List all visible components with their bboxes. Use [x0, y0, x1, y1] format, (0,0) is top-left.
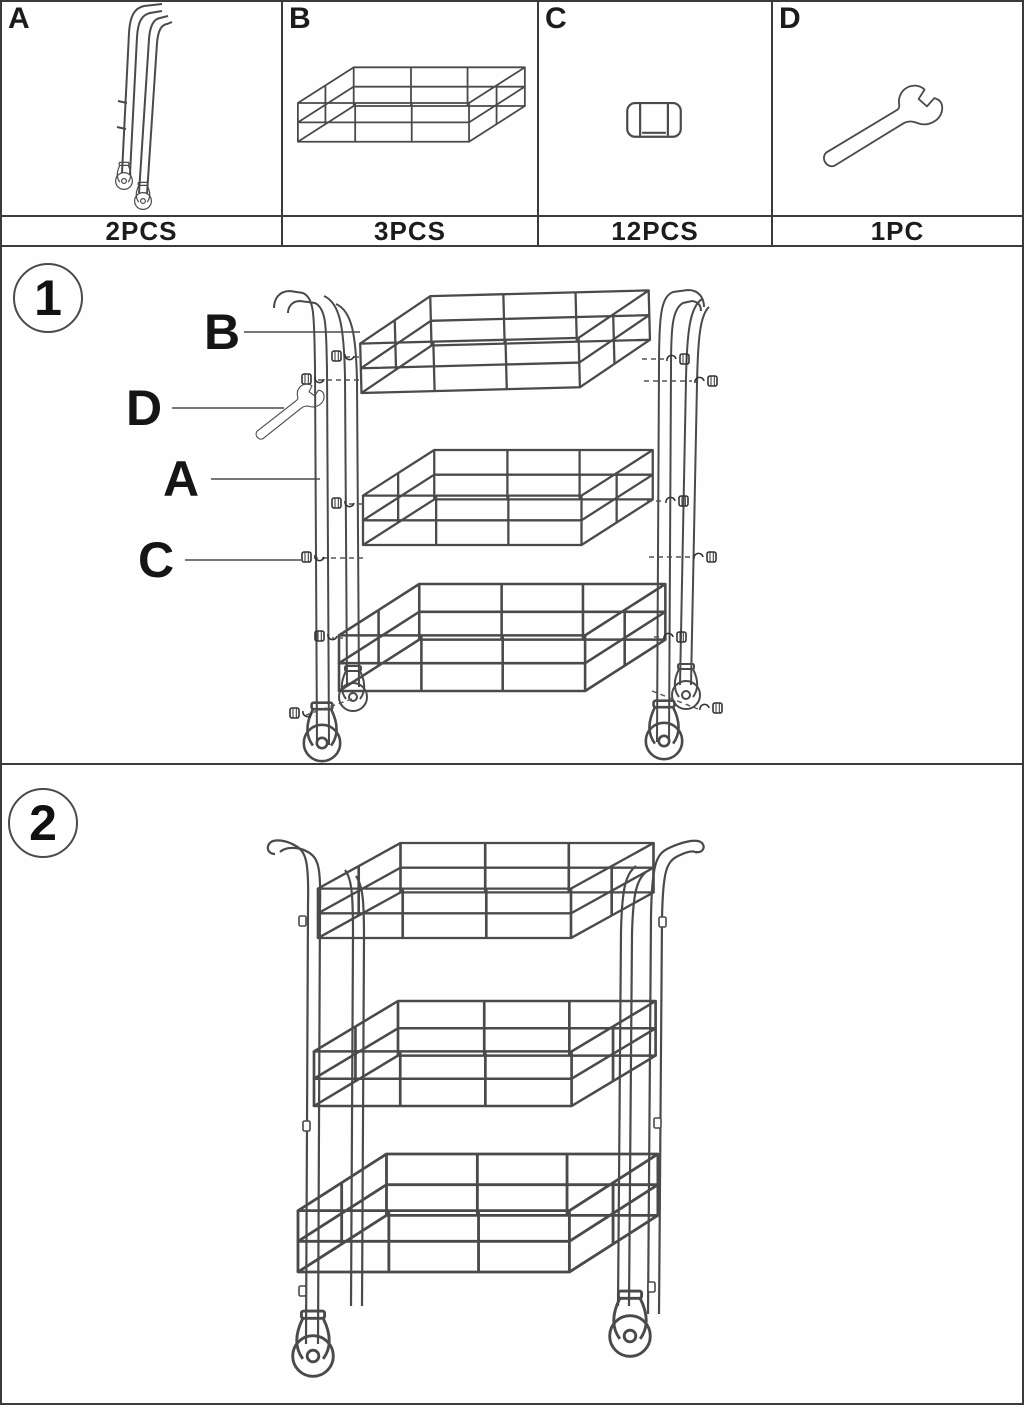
part-label-d: D: [779, 2, 801, 35]
callout-label-b: B: [204, 304, 241, 360]
middle-shelf: [363, 450, 653, 545]
part-cell-c: [539, 2, 773, 215]
part-cell-a: [2, 2, 283, 215]
caster-leg-frame-icon: [2, 2, 281, 215]
part-label-b: B: [289, 2, 311, 35]
part-label-a: A: [8, 2, 30, 35]
part-qty-b: 3PCS: [283, 215, 539, 245]
step-1-badge: [13, 263, 83, 333]
callout-leader-lines: [172, 332, 360, 560]
part-qty-a: 2PCS: [2, 215, 283, 245]
step-1-number: 1: [34, 270, 62, 326]
step-2-badge: [8, 788, 78, 858]
step-2-panel: [0, 765, 1024, 1405]
parts-table: [0, 0, 1024, 247]
bottom-shelf: [339, 584, 665, 691]
callout-label-a: A: [163, 451, 200, 507]
step-1-panel: [0, 247, 1024, 765]
middle-shelf: [314, 1001, 656, 1106]
open-end-wrench-icon: [773, 2, 1022, 215]
callout-label-c: C: [138, 532, 175, 588]
hex-nut-icon: [539, 2, 771, 215]
step-2-number: 2: [29, 795, 57, 851]
part-cell-d: [773, 2, 1022, 215]
top-shelf: [359, 290, 651, 393]
part-cell-b: [283, 2, 539, 215]
step-1-exploded-view: [2, 247, 1022, 763]
wire-basket-shelf-icon: [283, 2, 537, 215]
step-2-assembled-view: [2, 765, 1022, 1403]
part-qty-c: 12PCS: [539, 215, 773, 245]
part-qty-d: 1PC: [773, 215, 1022, 245]
left-leg-frame: [268, 840, 364, 1344]
top-shelf: [318, 843, 654, 938]
part-label-c: C: [545, 2, 567, 35]
right-leg-frame: [618, 841, 704, 1314]
callout-label-d: D: [126, 380, 163, 436]
